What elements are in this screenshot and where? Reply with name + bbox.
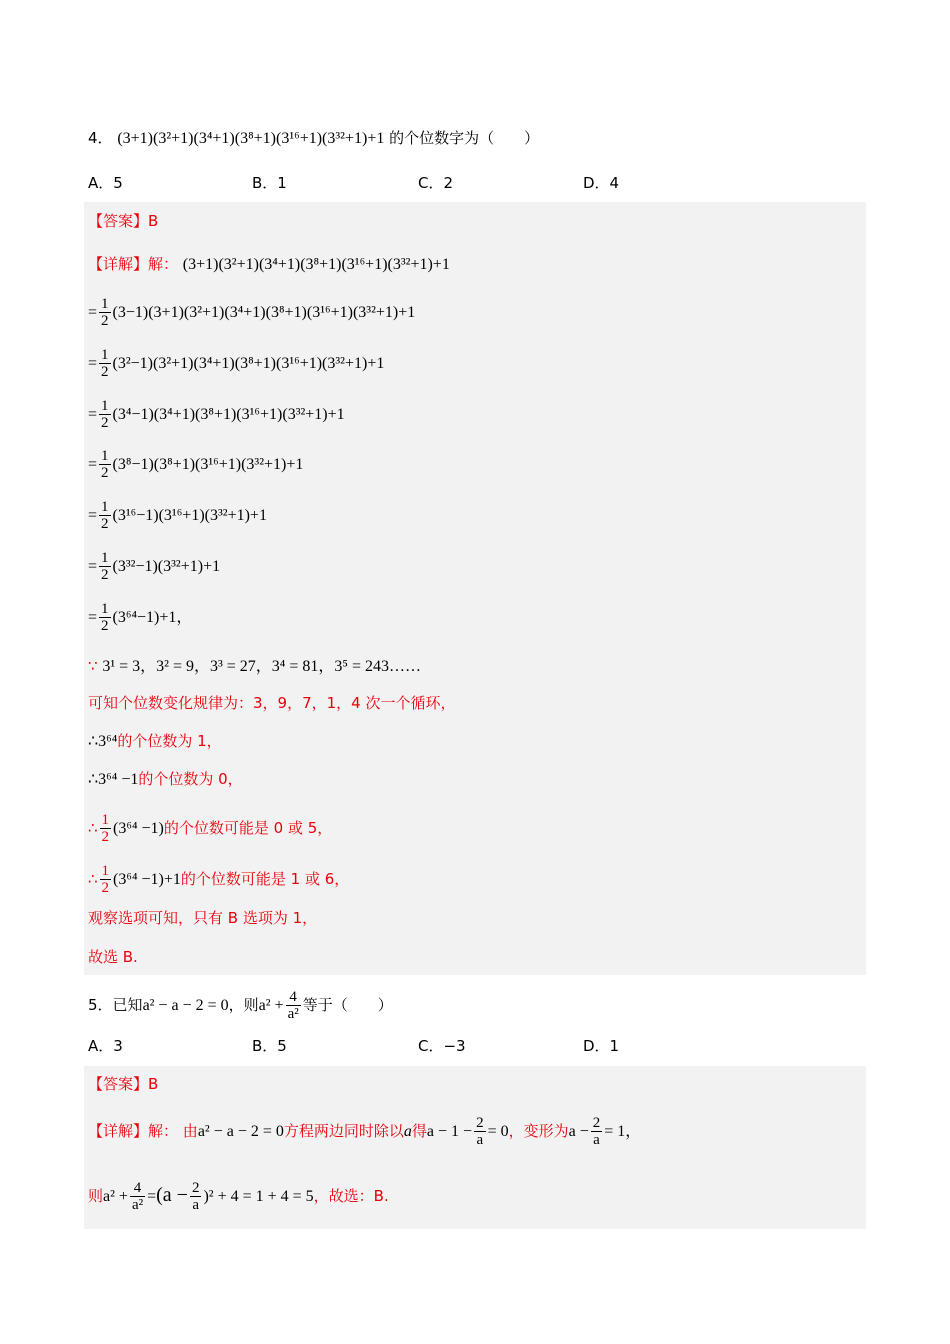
detail-variable: a [403, 1123, 412, 1140]
conclusion-text: 的个位数为 1， [117, 732, 222, 750]
q4-step-2 [88, 347, 384, 380]
equals-sign: = [88, 355, 98, 372]
equals-sign: = [88, 456, 98, 473]
final-equals: = [147, 1188, 157, 1205]
final-fraction: $\frac{4}{\text{a²}}$ [131, 1180, 144, 1213]
q5-option-c: C．−3 [418, 1037, 466, 1055]
q4-step-3 [88, 398, 345, 431]
equals-sign: = [88, 304, 98, 321]
q4-step-4 [88, 448, 303, 481]
q4-answer: 【答案】B [88, 212, 159, 230]
q4-conclusion-3: ∴ $\frac{1}{2}$ (3⁶⁴ −1)的个位数可能是 0 或 5， [88, 812, 333, 845]
equals-sign: = [88, 507, 98, 524]
q4-powers [88, 655, 421, 678]
detail-fraction: $\frac{2}{a}$ [592, 1115, 601, 1148]
final-text: 则 [88, 1187, 104, 1205]
detail-expression: a − 1 − [426, 1123, 473, 1140]
step-expression: (3⁸−1)(3⁸+1)(3¹⁶+1)(3³²+1)+1 [112, 456, 304, 473]
q5-answer: 【答案】B [88, 1075, 159, 1093]
q5-option-d: D．1 [583, 1037, 620, 1055]
q4-expression: (3+1)(3²+1)(3⁴+1)(3⁸+1)(3¹⁶+1)(3³²+1)+1 [117, 130, 385, 147]
q5-target: a² + [258, 997, 284, 1014]
q5-stem [88, 989, 393, 1022]
final-text: ，故选：B. [313, 1187, 389, 1205]
q4-conclusion-4: ∴ $\frac{1}{2}$ (3⁶⁴ −1)+1的个位数可能是 1 或 6， [88, 863, 350, 896]
step-expression: (3¹⁶−1)(3¹⁶+1)(3³²+1)+1 [112, 507, 267, 524]
q4-detail-expression: (3+1)(3²+1)(3⁴+1)(3⁸+1)(3¹⁶+1)(3³²+1)+1 [182, 256, 450, 273]
conclusion-expression: (3⁶⁴ −1)+1 [113, 871, 181, 888]
conclusion-text: 的个位数可能是 1 或 6， [180, 870, 350, 888]
half-fraction: $\frac{1}{2}$ [101, 448, 109, 481]
q4-conclusion-1 [88, 730, 222, 753]
q5-option-b: B．5 [252, 1037, 287, 1055]
final-expression-tail: )² + 4 = 1 + 4 = 5 [203, 1188, 314, 1205]
final-paren-open: (a − [156, 1184, 188, 1206]
q4-step-1 [88, 296, 415, 329]
detail-text: 方程两边同时除以 [283, 1122, 404, 1140]
q4-option-c: C．2 [418, 174, 454, 192]
q5-target-fraction: $\frac{4}{\text{a²}}$ [287, 989, 299, 1022]
q4-text: 的个位数字为（ ） [389, 129, 540, 147]
detail-expression: = 0 [487, 1123, 509, 1140]
detail-expression: = 1， [604, 1123, 642, 1140]
q5-prefix: 已知 [112, 996, 143, 1014]
conclusion-text: 的个位数可能是 0 或 5， [163, 819, 333, 837]
q4-option-a: A．5 [88, 174, 123, 192]
conclusion-text: 的个位数为 0， [138, 770, 243, 788]
half-fraction: $\frac{1}{2}$ [101, 499, 109, 532]
half-fraction: $\frac{1}{2}$ [101, 601, 109, 634]
half-fraction: $\frac{1}{2}$ [101, 550, 109, 583]
q4-option-d: D．4 [583, 174, 620, 192]
step-expression: (3⁶⁴−1)+1， [112, 609, 193, 626]
q5-condition: a² − a − 2 = 0 [142, 997, 229, 1014]
conclusion-expression: ∴3⁶⁴ −1 [88, 771, 139, 788]
half-fraction: $\frac{1}{2}$ [101, 863, 110, 896]
q5-option-a: A．3 [88, 1037, 123, 1055]
q4-stem [88, 127, 539, 150]
step-expression: (3²−1)(3²+1)(3⁴+1)(3⁸+1)(3¹⁶+1)(3³²+1)+1 [112, 355, 385, 372]
final-expression: a² + [103, 1188, 128, 1205]
because-symbol: ∵ [88, 657, 98, 675]
detail-text: 得 [411, 1122, 427, 1140]
q5-suffix: 等于（ ） [302, 996, 393, 1014]
q4-detail [88, 253, 450, 276]
q4-step-6 [88, 550, 220, 583]
equals-sign: = [88, 558, 98, 575]
q4-observe: 观察选项可知，只有 B 选项为 1， [88, 909, 318, 927]
q5-number: 5． [88, 996, 113, 1014]
q4-choose: 故选 B. [88, 948, 138, 966]
q4-number: 4． [88, 129, 113, 147]
detail-expression: a − [568, 1123, 589, 1140]
detail-text: 由 [182, 1122, 198, 1140]
conclusion-expression: ∴3⁶⁴ [88, 733, 118, 750]
q4-option-b: B．1 [252, 174, 287, 192]
q5-final [88, 1180, 389, 1213]
final-inner-fraction: $\frac{2}{a}$ [191, 1180, 200, 1213]
powers-list: 3¹ = 3，3² = 9，3³ = 27，3⁴ = 81，3⁵ = 243…… [102, 658, 421, 675]
detail-expression: a² − a − 2 = 0 [197, 1123, 284, 1140]
equals-sign: = [88, 609, 98, 626]
detail-text: ，变形为 [508, 1122, 569, 1140]
q5-detail [88, 1115, 641, 1148]
half-fraction: $\frac{1}{2}$ [101, 296, 109, 329]
q5-then: ，则 [228, 996, 259, 1014]
half-fraction: $\frac{1}{2}$ [101, 347, 109, 380]
step-expression: (3−1)(3+1)(3²+1)(3⁴+1)(3⁸+1)(3¹⁶+1)(3³²+1)+1 [112, 304, 416, 321]
half-fraction: $\frac{1}{2}$ [101, 398, 109, 431]
q4-detail-label: 【详解】解： [88, 255, 179, 273]
detail-fraction: $\frac{2}{a}$ [476, 1115, 484, 1148]
step-expression: (3³²−1)(3³²+1)+1 [112, 558, 221, 575]
conclusion-expression: (3⁶⁴ −1) [113, 820, 164, 837]
q4-step-5 [88, 499, 267, 532]
step-expression: (3⁴−1)(3⁴+1)(3⁸+1)(3¹⁶+1)(3³²+1)+1 [112, 406, 345, 423]
q5-detail-label: 【详解】解： [88, 1122, 179, 1140]
q4-step-7 [88, 601, 192, 634]
equals-sign: = [88, 406, 98, 423]
half-fraction: $\frac{1}{2}$ [101, 812, 110, 845]
q4-pattern: 可知个位数变化规律为：3，9，7，1，4 次一个循环， [88, 694, 456, 712]
q4-conclusion-2 [88, 768, 243, 791]
